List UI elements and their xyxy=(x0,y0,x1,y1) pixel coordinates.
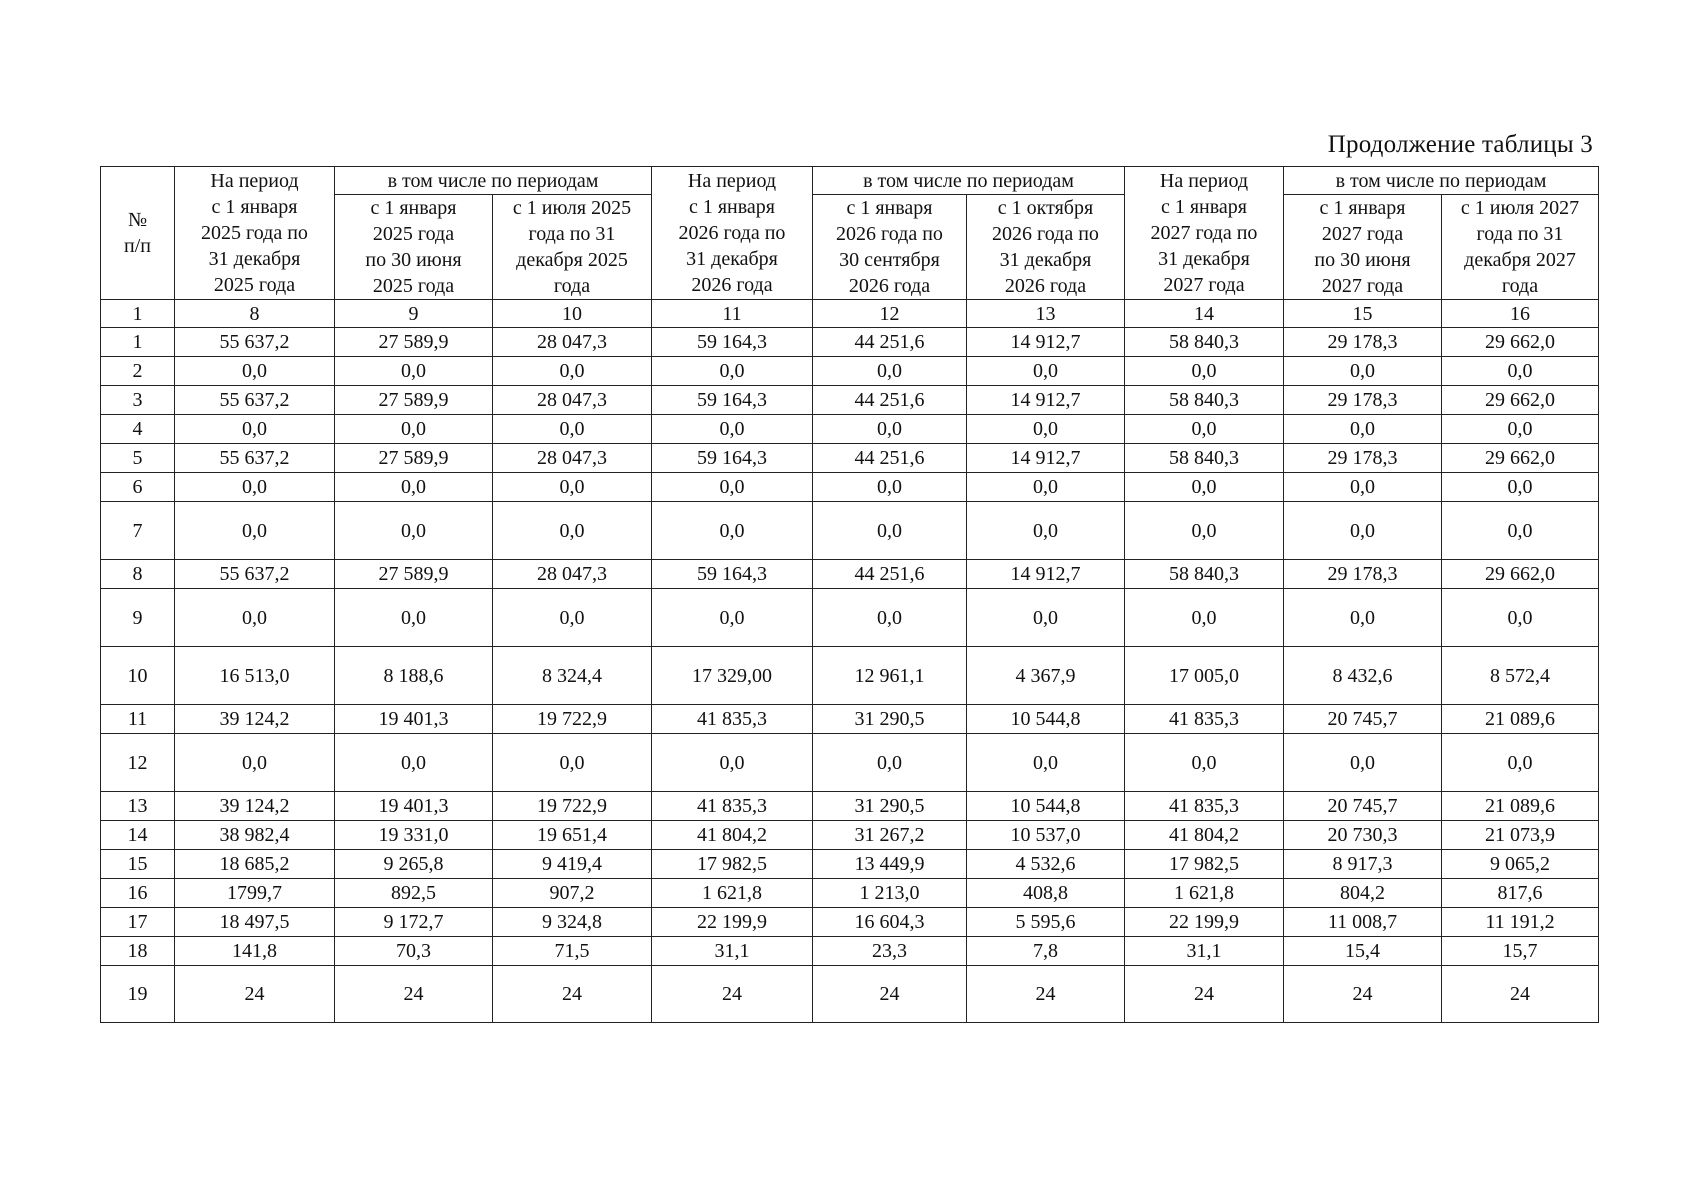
table-row xyxy=(101,386,1599,415)
value-cell: 39 124,2 xyxy=(175,792,335,821)
value-cell: 59 164,3 xyxy=(652,444,813,473)
value-cell: 0,0 xyxy=(1284,415,1442,444)
value-cell: 0,0 xyxy=(1284,473,1442,502)
value-cell: 41 804,2 xyxy=(1125,821,1284,850)
value-cell: 24 xyxy=(335,966,493,1023)
column-number: 11 xyxy=(652,300,813,328)
value-cell: 24 xyxy=(493,966,652,1023)
value-cell: 14 912,7 xyxy=(967,328,1125,357)
value-cell: 16 513,0 xyxy=(175,647,335,705)
value-cell: 31,1 xyxy=(1125,937,1284,966)
value-cell: 0,0 xyxy=(335,357,493,386)
value-cell: 9 324,8 xyxy=(493,908,652,937)
row-number-cell: 10 xyxy=(101,647,175,705)
value-cell: 7,8 xyxy=(967,937,1125,966)
value-cell: 0,0 xyxy=(175,502,335,560)
table-row xyxy=(101,734,1599,792)
value-cell: 0,0 xyxy=(1442,734,1599,792)
value-cell: 15,7 xyxy=(1442,937,1599,966)
header-2025-p1: с 1 января 2025 года по 30 июня 2025 года xyxy=(335,195,493,300)
value-cell: 24 xyxy=(1442,966,1599,1023)
row-number-cell: 5 xyxy=(101,444,175,473)
table-row xyxy=(101,908,1599,937)
value-cell: 58 840,3 xyxy=(1125,328,1284,357)
value-cell: 8 324,4 xyxy=(493,647,652,705)
value-cell: 31,1 xyxy=(652,937,813,966)
value-cell: 0,0 xyxy=(175,415,335,444)
value-cell: 8 917,3 xyxy=(1284,850,1442,879)
value-cell: 0,0 xyxy=(813,734,967,792)
value-cell: 0,0 xyxy=(1442,589,1599,647)
value-cell: 0,0 xyxy=(967,502,1125,560)
value-cell: 0,0 xyxy=(335,502,493,560)
value-cell: 19 401,3 xyxy=(335,705,493,734)
value-cell: 58 840,3 xyxy=(1125,386,1284,415)
value-cell: 10 544,8 xyxy=(967,792,1125,821)
value-cell: 9 265,8 xyxy=(335,850,493,879)
header-2025-total: На период с 1 января 2025 года по 31 декабря 2025 года xyxy=(175,167,335,300)
value-cell: 16 604,3 xyxy=(813,908,967,937)
value-cell: 22 199,9 xyxy=(1125,908,1284,937)
value-cell: 29 662,0 xyxy=(1442,328,1599,357)
value-cell: 31 267,2 xyxy=(813,821,967,850)
header-2027-total: На период с 1 января 2027 года по 31 декабря 2027 года xyxy=(1125,167,1284,300)
value-cell: 24 xyxy=(967,966,1125,1023)
value-cell: 907,2 xyxy=(493,879,652,908)
value-cell: 21 089,6 xyxy=(1442,705,1599,734)
value-cell: 41 835,3 xyxy=(652,705,813,734)
value-cell: 28 047,3 xyxy=(493,328,652,357)
value-cell: 44 251,6 xyxy=(813,560,967,589)
value-cell: 55 637,2 xyxy=(175,328,335,357)
value-cell: 29 178,3 xyxy=(1284,444,1442,473)
table-row xyxy=(101,966,1599,1023)
value-cell: 0,0 xyxy=(967,357,1125,386)
row-number-cell: 17 xyxy=(101,908,175,937)
value-cell: 0,0 xyxy=(652,415,813,444)
header-2027-p2: с 1 июля 2027 года по 31 декабря 2027 года xyxy=(1442,195,1599,300)
value-cell: 0,0 xyxy=(967,734,1125,792)
column-number: 15 xyxy=(1284,300,1442,328)
value-cell: 44 251,6 xyxy=(813,386,967,415)
table-row xyxy=(101,415,1599,444)
table-row xyxy=(101,821,1599,850)
header-2025-p2: с 1 июля 2025 года по 31 декабря 2025 года xyxy=(493,195,652,300)
row-number-cell: 7 xyxy=(101,502,175,560)
value-cell: 24 xyxy=(1125,966,1284,1023)
value-cell: 0,0 xyxy=(652,502,813,560)
value-cell: 24 xyxy=(813,966,967,1023)
value-cell: 15,4 xyxy=(1284,937,1442,966)
value-cell: 0,0 xyxy=(175,589,335,647)
value-cell: 817,6 xyxy=(1442,879,1599,908)
value-cell: 17 005,0 xyxy=(1125,647,1284,705)
row-number-cell: 13 xyxy=(101,792,175,821)
header-2026-total: На период с 1 января 2026 года по 31 декабря 2026 года xyxy=(652,167,813,300)
value-cell: 9 172,7 xyxy=(335,908,493,937)
value-cell: 0,0 xyxy=(175,473,335,502)
row-number-cell: 11 xyxy=(101,705,175,734)
column-number: 16 xyxy=(1442,300,1599,328)
value-cell: 55 637,2 xyxy=(175,444,335,473)
data-table xyxy=(100,166,1599,1023)
value-cell: 41 835,3 xyxy=(1125,792,1284,821)
value-cell: 12 961,1 xyxy=(813,647,967,705)
table-caption: Продолжение таблицы 3 xyxy=(1327,131,1593,158)
value-cell: 0,0 xyxy=(813,502,967,560)
value-cell: 19 401,3 xyxy=(335,792,493,821)
value-cell: 29 662,0 xyxy=(1442,444,1599,473)
value-cell: 17 982,5 xyxy=(1125,850,1284,879)
value-cell: 0,0 xyxy=(493,357,652,386)
value-cell: 0,0 xyxy=(1442,357,1599,386)
value-cell: 0,0 xyxy=(493,502,652,560)
value-cell: 804,2 xyxy=(1284,879,1442,908)
header-2027-p1: с 1 января 2027 года по 30 июня 2027 года xyxy=(1284,195,1442,300)
value-cell: 58 840,3 xyxy=(1125,560,1284,589)
value-cell: 27 589,9 xyxy=(335,560,493,589)
value-cell: 11 008,7 xyxy=(1284,908,1442,937)
value-cell: 44 251,6 xyxy=(813,444,967,473)
value-cell: 31 290,5 xyxy=(813,792,967,821)
value-cell: 18 497,5 xyxy=(175,908,335,937)
value-cell: 0,0 xyxy=(1125,473,1284,502)
header-2026-group: в том числе по периодам xyxy=(813,167,1125,195)
value-cell: 1 621,8 xyxy=(652,879,813,908)
value-cell: 8 188,6 xyxy=(335,647,493,705)
header-row-top xyxy=(101,167,1599,195)
value-cell: 29 178,3 xyxy=(1284,560,1442,589)
value-cell: 38 982,4 xyxy=(175,821,335,850)
value-cell: 59 164,3 xyxy=(652,386,813,415)
value-cell: 21 073,9 xyxy=(1442,821,1599,850)
value-cell: 0,0 xyxy=(1442,473,1599,502)
value-cell: 20 745,7 xyxy=(1284,705,1442,734)
column-number: 9 xyxy=(335,300,493,328)
table-row xyxy=(101,560,1599,589)
value-cell: 41 804,2 xyxy=(652,821,813,850)
value-cell: 14 912,7 xyxy=(967,444,1125,473)
value-cell: 14 912,7 xyxy=(967,386,1125,415)
value-cell: 19 331,0 xyxy=(335,821,493,850)
value-cell: 0,0 xyxy=(1125,415,1284,444)
value-cell: 55 637,2 xyxy=(175,386,335,415)
value-cell: 20 730,3 xyxy=(1284,821,1442,850)
value-cell: 0,0 xyxy=(175,734,335,792)
value-cell: 0,0 xyxy=(1284,502,1442,560)
value-cell: 41 835,3 xyxy=(652,792,813,821)
value-cell: 71,5 xyxy=(493,937,652,966)
value-cell: 17 329,00 xyxy=(652,647,813,705)
column-number: 8 xyxy=(175,300,335,328)
value-cell: 0,0 xyxy=(335,734,493,792)
value-cell: 8 572,4 xyxy=(1442,647,1599,705)
value-cell: 24 xyxy=(1284,966,1442,1023)
value-cell: 0,0 xyxy=(1284,357,1442,386)
column-number-row xyxy=(101,300,1599,328)
value-cell: 8 432,6 xyxy=(1284,647,1442,705)
row-number-cell: 1 xyxy=(101,328,175,357)
value-cell: 0,0 xyxy=(1442,502,1599,560)
value-cell: 27 589,9 xyxy=(335,386,493,415)
value-cell: 0,0 xyxy=(652,589,813,647)
value-cell: 9 065,2 xyxy=(1442,850,1599,879)
value-cell: 29 178,3 xyxy=(1284,328,1442,357)
table-row xyxy=(101,792,1599,821)
value-cell: 41 835,3 xyxy=(1125,705,1284,734)
value-cell: 10 544,8 xyxy=(967,705,1125,734)
value-cell: 27 589,9 xyxy=(335,444,493,473)
value-cell: 18 685,2 xyxy=(175,850,335,879)
value-cell: 0,0 xyxy=(813,589,967,647)
value-cell: 0,0 xyxy=(1284,589,1442,647)
value-cell: 4 367,9 xyxy=(967,647,1125,705)
value-cell: 10 537,0 xyxy=(967,821,1125,850)
row-number-cell: 12 xyxy=(101,734,175,792)
value-cell: 29 178,3 xyxy=(1284,386,1442,415)
value-cell: 20 745,7 xyxy=(1284,792,1442,821)
value-cell: 24 xyxy=(175,966,335,1023)
column-number: 13 xyxy=(967,300,1125,328)
value-cell: 28 047,3 xyxy=(493,444,652,473)
row-number-cell: 8 xyxy=(101,560,175,589)
value-cell: 0,0 xyxy=(813,357,967,386)
table-row xyxy=(101,328,1599,357)
column-number: 1 xyxy=(101,300,175,328)
value-cell: 0,0 xyxy=(175,357,335,386)
value-cell: 0,0 xyxy=(967,589,1125,647)
value-cell: 0,0 xyxy=(652,357,813,386)
value-cell: 14 912,7 xyxy=(967,560,1125,589)
value-cell: 31 290,5 xyxy=(813,705,967,734)
value-cell: 28 047,3 xyxy=(493,560,652,589)
value-cell: 1 213,0 xyxy=(813,879,967,908)
value-cell: 0,0 xyxy=(493,734,652,792)
value-cell: 0,0 xyxy=(335,589,493,647)
table-row xyxy=(101,879,1599,908)
value-cell: 19 722,9 xyxy=(493,792,652,821)
row-number-cell: 9 xyxy=(101,589,175,647)
value-cell: 0,0 xyxy=(335,473,493,502)
value-cell: 0,0 xyxy=(813,473,967,502)
value-cell: 39 124,2 xyxy=(175,705,335,734)
header-2026-p1: с 1 января 2026 года по 30 сентября 2026 года xyxy=(813,195,967,300)
value-cell: 0,0 xyxy=(967,473,1125,502)
header-2026-p2: с 1 октября 2026 года по 31 декабря 2026 года xyxy=(967,195,1125,300)
table-row xyxy=(101,502,1599,560)
value-cell: 0,0 xyxy=(493,473,652,502)
value-cell: 24 xyxy=(652,966,813,1023)
value-cell: 408,8 xyxy=(967,879,1125,908)
value-cell: 0,0 xyxy=(1125,734,1284,792)
row-number-cell: 18 xyxy=(101,937,175,966)
value-cell: 19 651,4 xyxy=(493,821,652,850)
value-cell: 0,0 xyxy=(652,473,813,502)
value-cell: 0,0 xyxy=(1442,415,1599,444)
value-cell: 5 595,6 xyxy=(967,908,1125,937)
value-cell: 4 532,6 xyxy=(967,850,1125,879)
value-cell: 0,0 xyxy=(1125,589,1284,647)
value-cell: 44 251,6 xyxy=(813,328,967,357)
header-row-number: № п/п xyxy=(101,167,175,300)
value-cell: 17 982,5 xyxy=(652,850,813,879)
value-cell: 0,0 xyxy=(1125,357,1284,386)
value-cell: 21 089,6 xyxy=(1442,792,1599,821)
table-row xyxy=(101,473,1599,502)
value-cell: 55 637,2 xyxy=(175,560,335,589)
value-cell: 27 589,9 xyxy=(335,328,493,357)
column-number: 12 xyxy=(813,300,967,328)
value-cell: 9 419,4 xyxy=(493,850,652,879)
value-cell: 59 164,3 xyxy=(652,328,813,357)
value-cell: 59 164,3 xyxy=(652,560,813,589)
value-cell: 141,8 xyxy=(175,937,335,966)
value-cell: 0,0 xyxy=(813,415,967,444)
row-number-cell: 15 xyxy=(101,850,175,879)
value-cell: 70,3 xyxy=(335,937,493,966)
value-cell: 11 191,2 xyxy=(1442,908,1599,937)
value-cell: 58 840,3 xyxy=(1125,444,1284,473)
row-number-cell: 14 xyxy=(101,821,175,850)
value-cell: 19 722,9 xyxy=(493,705,652,734)
row-number-cell: 4 xyxy=(101,415,175,444)
column-number: 14 xyxy=(1125,300,1284,328)
row-number-cell: 6 xyxy=(101,473,175,502)
value-cell: 0,0 xyxy=(493,415,652,444)
value-cell: 28 047,3 xyxy=(493,386,652,415)
value-cell: 29 662,0 xyxy=(1442,560,1599,589)
table-row xyxy=(101,937,1599,966)
row-number-cell: 19 xyxy=(101,966,175,1023)
value-cell: 0,0 xyxy=(1125,502,1284,560)
table-row xyxy=(101,357,1599,386)
table-row xyxy=(101,705,1599,734)
value-cell: 1799,7 xyxy=(175,879,335,908)
value-cell: 0,0 xyxy=(493,589,652,647)
value-cell: 0,0 xyxy=(1284,734,1442,792)
value-cell: 0,0 xyxy=(335,415,493,444)
table-row xyxy=(101,589,1599,647)
value-cell: 0,0 xyxy=(967,415,1125,444)
header-2025-group: в том числе по периодам xyxy=(335,167,652,195)
table-row xyxy=(101,647,1599,705)
value-cell: 1 621,8 xyxy=(1125,879,1284,908)
header-2027-group: в том числе по периодам xyxy=(1284,167,1599,195)
value-cell: 0,0 xyxy=(652,734,813,792)
row-number-cell: 3 xyxy=(101,386,175,415)
value-cell: 29 662,0 xyxy=(1442,386,1599,415)
value-cell: 22 199,9 xyxy=(652,908,813,937)
row-number-cell: 16 xyxy=(101,879,175,908)
value-cell: 892,5 xyxy=(335,879,493,908)
value-cell: 13 449,9 xyxy=(813,850,967,879)
row-number-cell: 2 xyxy=(101,357,175,386)
value-cell: 23,3 xyxy=(813,937,967,966)
table-row xyxy=(101,850,1599,879)
column-number: 10 xyxy=(493,300,652,328)
table-row xyxy=(101,444,1599,473)
